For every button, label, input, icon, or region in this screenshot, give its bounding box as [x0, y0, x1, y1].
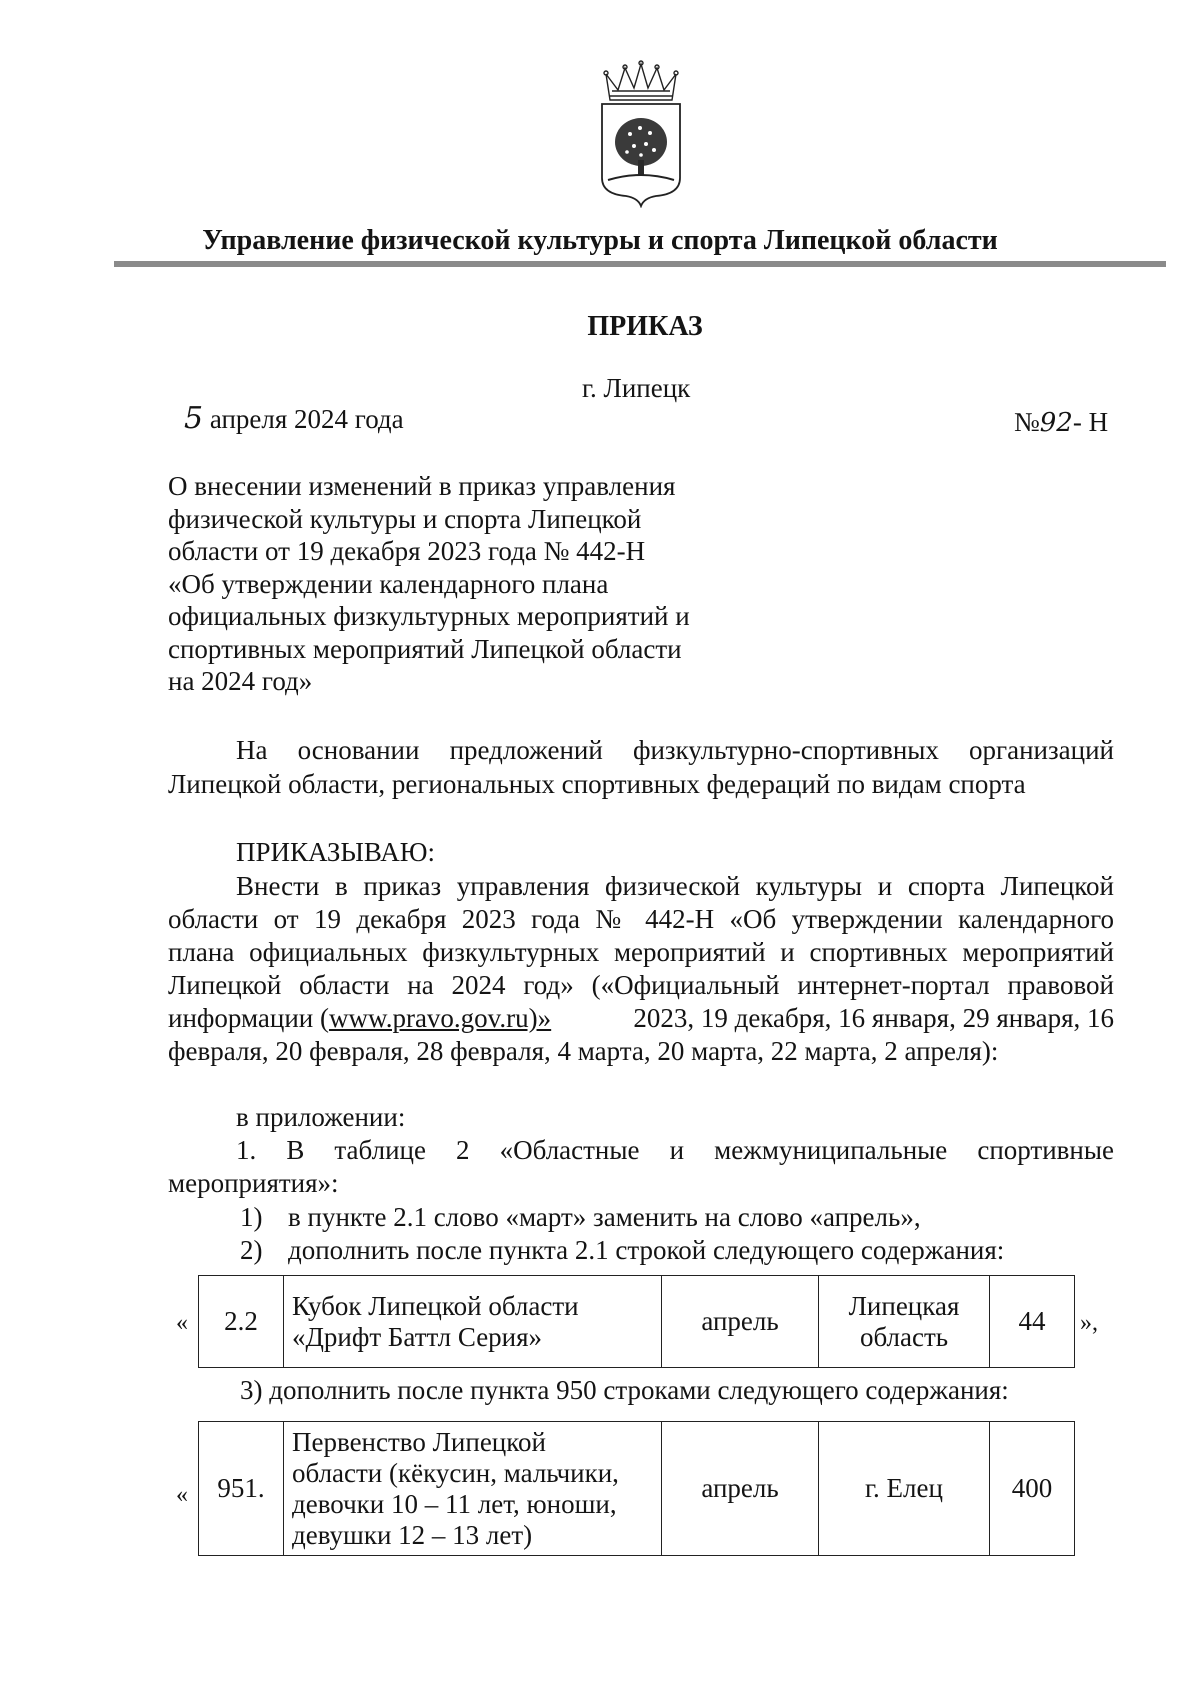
main-text-line: февраля, 20 февраля, 28 февраля, 4 марта, 20 марта, 22 марта, 2 апреля):: [168, 1036, 999, 1066]
event-month: апрель: [662, 1276, 819, 1368]
subject-line: спортивных мероприятий Липецкой области: [168, 633, 682, 664]
document-date: [184, 402, 404, 436]
main-text-fragment: 2023, 19 декабря, 16 января, 29 января, 16: [633, 1003, 1114, 1033]
event-participants: 44: [990, 1276, 1075, 1368]
event-participants: 400: [990, 1422, 1075, 1556]
subject-line: физической культуры и спорта Липецкой: [168, 503, 642, 534]
subject-line: О внесении изменений в приказ управления: [168, 471, 676, 501]
sub-item-text: в пункте 2.1 слово «март» заменить на слово «апрель»,: [288, 1202, 921, 1232]
main-text-line-with-link: [168, 1002, 1114, 1035]
main-text-line: плана официальных физкультурных мероприятий и спортивных мероприятий: [168, 937, 1114, 967]
amendment-item-1-cont: мероприятия»:: [168, 1168, 339, 1198]
number-handwritten: 92: [1039, 408, 1073, 438]
number-suffix: - Н: [1072, 407, 1109, 437]
table-open-quote: «: [176, 1310, 188, 1336]
amendment-item-1: 1. В таблице 2 «Областные и межмуниципальные спортивные: [236, 1135, 1114, 1165]
event-name: Кубок Липецкой области «Дрифт Баттл Серия»: [284, 1276, 662, 1368]
amendment-intro: в приложении:: [236, 1102, 406, 1132]
document-type: ПРИКАЗ: [587, 311, 703, 342]
pravo-link[interactable]: www.pravo.gov.ru)»: [328, 1003, 552, 1033]
basis-line: Липецкой области, региональных спортивных федераций по видам спорта: [168, 769, 1026, 799]
row-number: 951.: [199, 1422, 284, 1556]
event-name: Первенство Липецкой области (кёкусин, мальчики, девочки 10 – 11 лет, юноши, девушки 12 – 13 лет): [284, 1422, 662, 1556]
insert-table-951: [198, 1421, 1075, 1556]
subject-line: области от 19 декабря 2023 года № 442-Н: [168, 536, 646, 566]
header-divider: [114, 261, 1166, 267]
coat-of-arms-icon: [594, 60, 688, 208]
table-open-quote: «: [176, 1482, 188, 1508]
date-day-handwritten: 5: [184, 401, 204, 436]
sub-item-number: 1): [240, 1202, 263, 1232]
main-text-line: области от 19 декабря 2023 года № 442-Н «Об утверждении календарного: [168, 904, 1114, 934]
document-number: [1014, 406, 1108, 440]
date-rest: апреля 2024 года: [209, 404, 404, 434]
sub-item-text: дополнить после пункта 2.1 строкой следующего содержания:: [288, 1235, 1005, 1265]
table-row: [199, 1276, 1075, 1368]
document-city: г. Липецк: [582, 373, 691, 403]
event-place: Липецкая область: [819, 1276, 990, 1368]
subject-line: на 2024 год»: [168, 666, 313, 696]
order-subject: [168, 470, 728, 698]
main-text-line: Внести в приказ управления физической культуры и спорта Липецкой: [236, 871, 1114, 901]
subject-line: «Об утверждении календарного плана: [168, 568, 609, 599]
basis-line: На основании предложений физкультурно-спортивных организаций: [236, 735, 1114, 765]
insert-table-2-2: [198, 1275, 1075, 1368]
main-text-line: Липецкой области на 2024 год» («Официальный интернет-портал правовой: [168, 970, 1114, 1000]
organization-title: Управление физической культуры и спорта Липецкой области: [202, 225, 998, 256]
main-text-fragment: информации (www.pravo.gov.ru)»: [168, 1003, 552, 1033]
table-row: [199, 1422, 1075, 1556]
order-word: ПРИКАЗЫВАЮ:: [236, 837, 435, 867]
row-number: 2.2: [199, 1276, 284, 1368]
event-place: г. Елец: [819, 1422, 990, 1556]
event-month: апрель: [662, 1422, 819, 1556]
table-close-quote: »,: [1080, 1310, 1098, 1336]
sub-item-number: 2): [240, 1235, 263, 1265]
number-prefix: №: [1014, 407, 1040, 437]
sub-item-3-text: 3) дополнить после пункта 950 строками следующего содержания:: [240, 1375, 1009, 1405]
subject-line: официальных физкультурных мероприятий и: [168, 601, 690, 631]
